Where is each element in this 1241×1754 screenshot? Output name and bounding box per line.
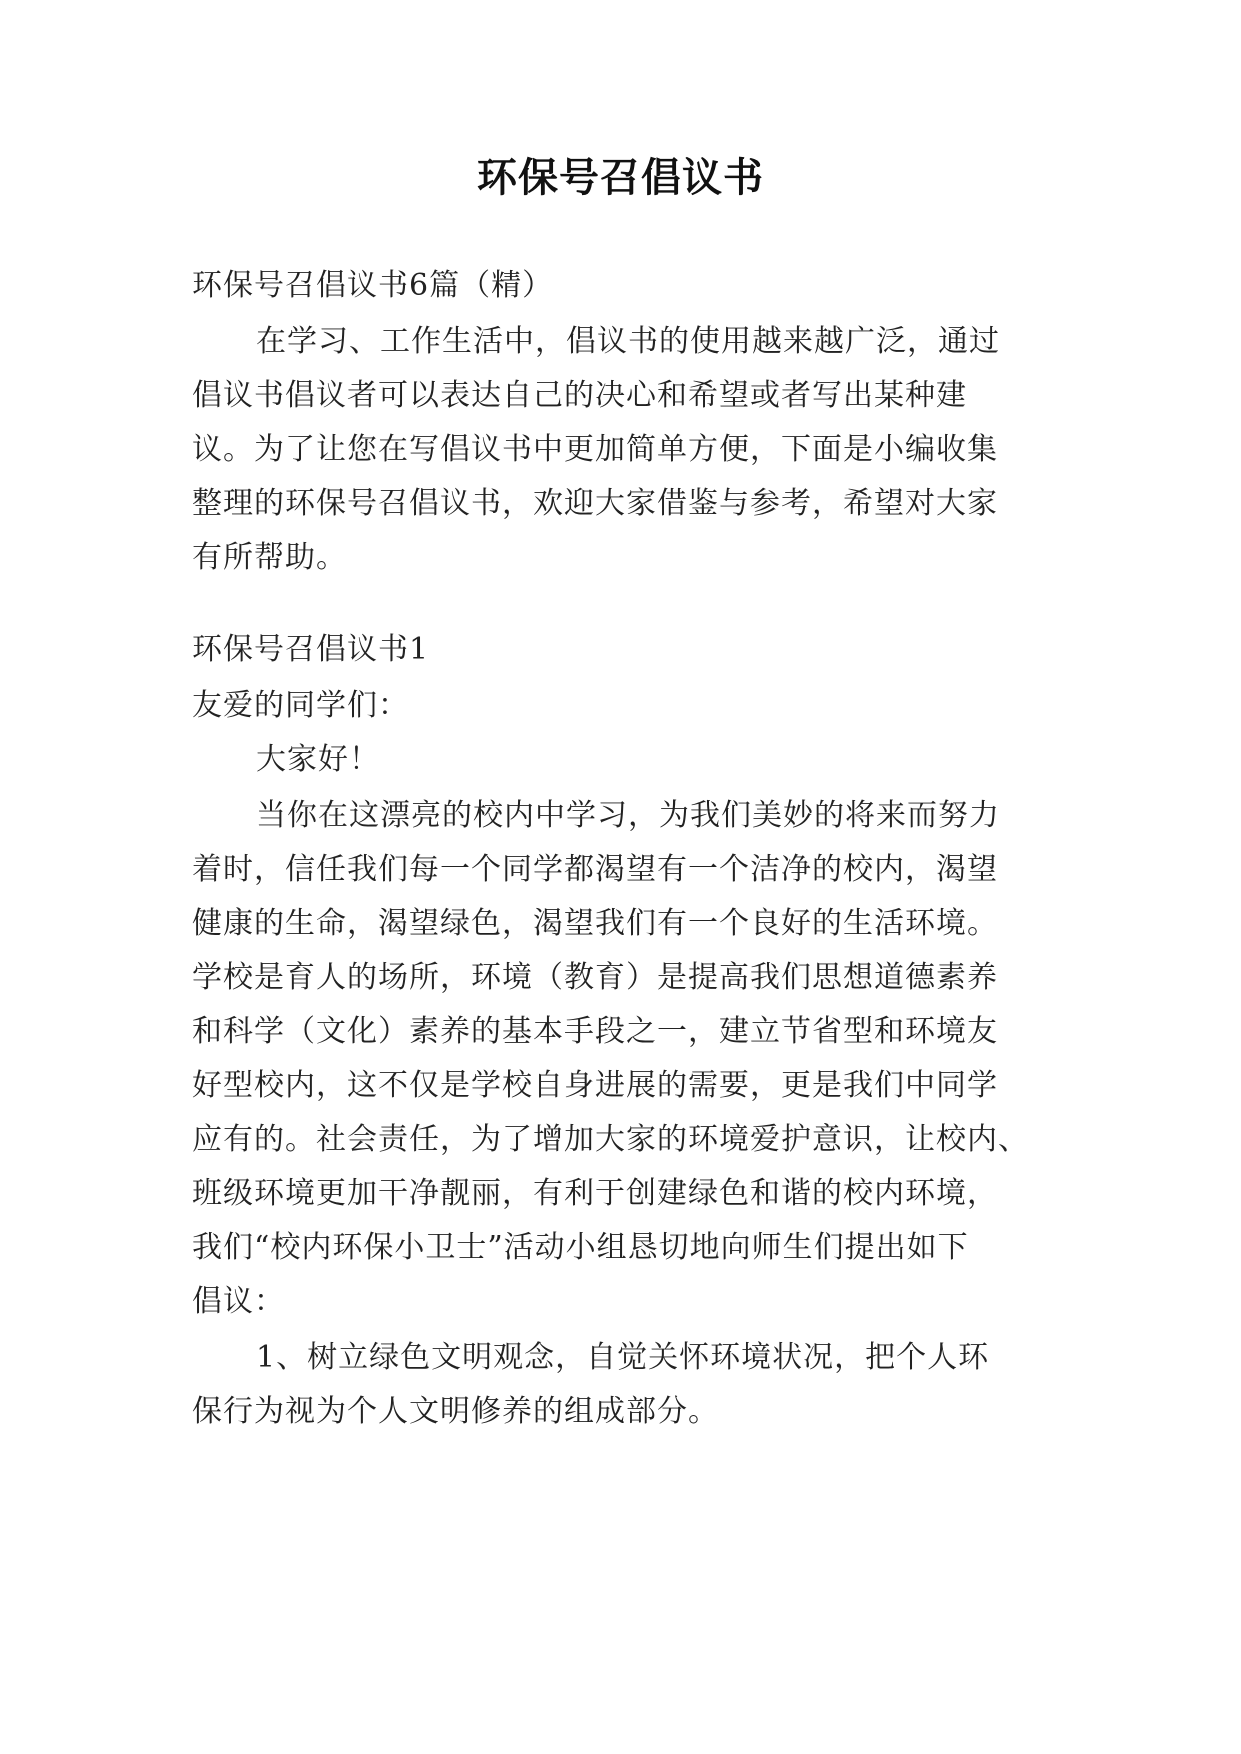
paragraph-line: 当你在这漂亮的校内中学习，为我们美妙的将来而努力: [256, 798, 1000, 833]
intro-line: 议。为了让您在写倡议书中更加简单方便，下面是小编收集: [192, 432, 998, 467]
intro-line: 倡议书倡议者可以表达自己的决心和希望或者写出某种建: [192, 378, 967, 413]
paragraph-line: 应有的。社会责任，为了增加大家的环境爱护意识，让校内、: [192, 1122, 1029, 1157]
paragraph-line: 着时，信任我们每一个同学都渴望有一个洁净的校内，渴望: [192, 852, 998, 887]
document-subtitle: 环保号召倡议书6篇（精）: [192, 268, 554, 303]
intro-line: 有所帮助。: [192, 540, 347, 575]
paragraph-line: 健康的生命，渴望绿色，渴望我们有一个良好的生活环境。: [192, 906, 998, 941]
paragraph-line: 和科学（文化）素养的基本手段之一，建立节省型和环境友: [192, 1014, 998, 1049]
paragraph-line: 班级环境更加干净靓丽，有利于创建绿色和谐的校内环境，: [192, 1176, 998, 1211]
intro-line: 在学习、工作生活中，倡议书的使用越来越广泛，通过: [256, 324, 1000, 359]
section-heading: 环保号召倡议书1: [192, 632, 430, 667]
paragraph-line: 倡议：: [192, 1284, 285, 1319]
paragraph-line: 我们“校内环保小卫士”活动小组恳切地向师生们提出如下: [192, 1230, 969, 1265]
list-item-line: 保行为视为个人文明修养的组成部分。: [192, 1394, 719, 1429]
document-title: 环保号召倡议书: [477, 155, 764, 201]
paragraph-line: 学校是育人的场所，环境（教育）是提高我们思想道德素养: [192, 960, 998, 995]
greeting: 大家好！: [256, 742, 380, 777]
intro-line: 整理的环保号召倡议书，欢迎大家借鉴与参考，希望对大家: [192, 486, 998, 521]
salutation: 友爱的同学们：: [192, 688, 409, 723]
paragraph-line: 好型校内，这不仅是学校自身进展的需要，更是我们中同学: [192, 1068, 998, 1103]
list-item-line: 1、树立绿色文明观念，自觉关怀环境状况，把个人环: [256, 1340, 990, 1375]
